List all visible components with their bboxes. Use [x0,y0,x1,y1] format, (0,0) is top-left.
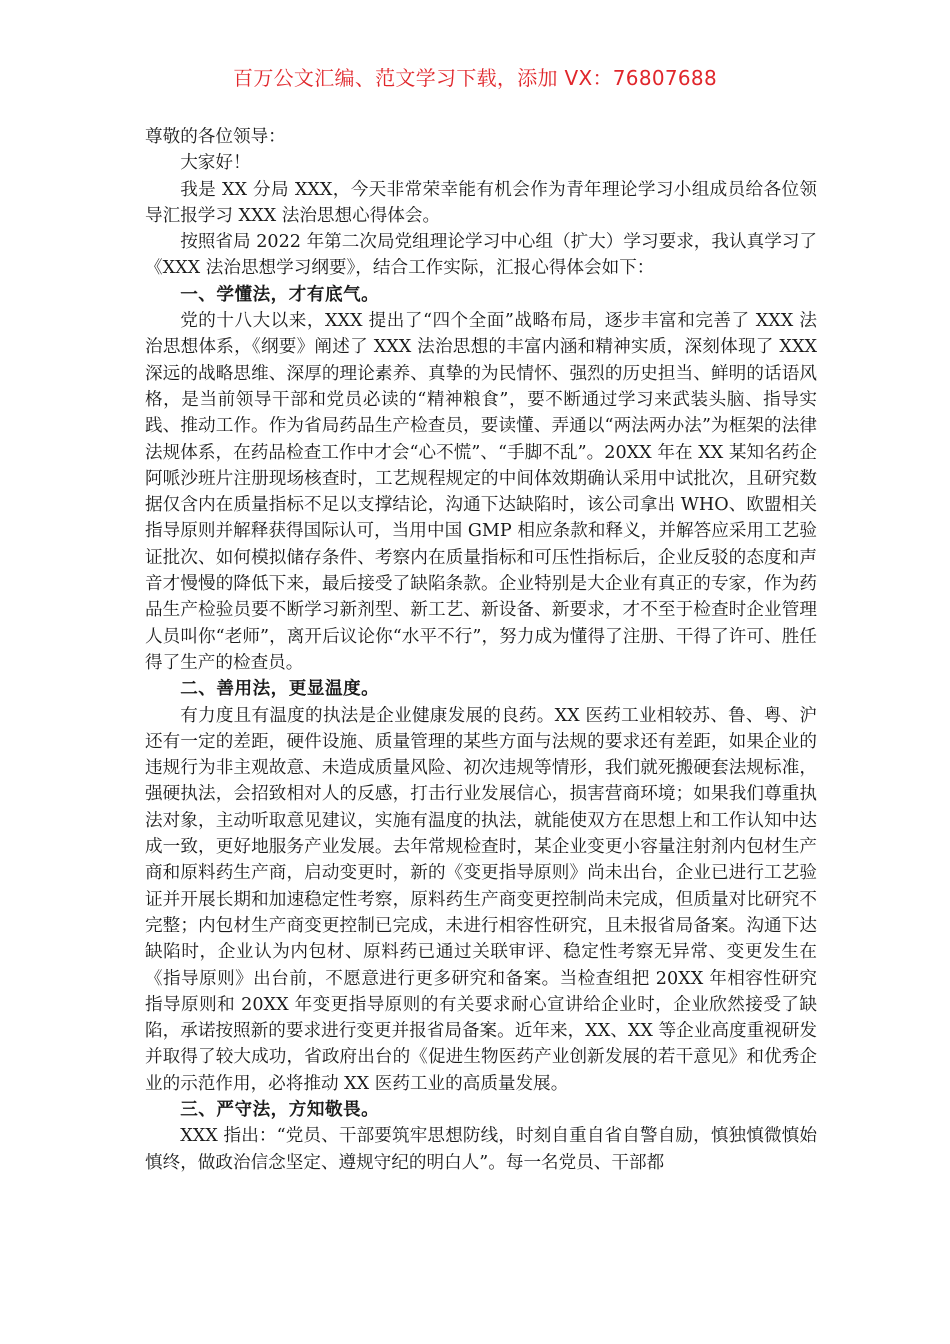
context-paragraph: 按照省局 2022 年第二次局党组理论学习中心组（扩大）学习要求，我认真学习了《XXX 法治思想学习纲要》，结合工作实际，汇报心得体会如下： [145,232,817,279]
greeting: 大家好！ [180,153,251,174]
section-3-paragraph: XXX 指出：“党员、干部要筑牢思想防线，时刻自重自省自警自励，慎独慎微慎始慎终，做政治信念坚定、遵规守纪的明白人”。每一名党员、干部都 [145,1126,817,1173]
section-2-paragraph: 有力度且有温度的执法是企业健康发展的良药。XX 医药工业相较苏、鲁、粤、沪还有一定的差距，硬件设施、质量管理的某些方面与法规的要求还有差距，如果企业的违规行为非主观故意、未造成质量风险、初次违规等情形，我们就死搬硬套法规标准，强硬执法，会招致相对人的反感，打击行业发展信心，损害营商环境；如果我们尊重执法对象，主动听取意见建议，实施有温度的执法，就能使双方在思想上和工作认知中达成一致，更好地服务产业发展。去年常规检查时，某企业变更小容量注射剂内包材生产商和原料药生产商，启动变更时，新的《变更指导原则》尚未出台，企业已进行工艺验证并开展长期和加速稳定性考察，原料药生产商变更控制尚未完成，但质量对比研究不完整；内包材生产商变更控制已完成，未进行相容性研究，且未报省局备案。沟通下达缺陷时，企业认为内包材、原料药已通过关联审评、稳定性考察无异常、变更发生在《指导原则》出台前，不愿意进行更多研究和备案。当检查组把 20XX 年相容性研究指导原则和 20XX 年变更指导原则的有关要求耐心宣讲给企业时，企业欣然接受了缺陷，承诺按照新的要求进行变更并报省局备案。近年来，XX、XX 等企业高度重视研发并取得了较大成功，省政府出台的《促进生物医药产业创新发展的若干意见》和优秀企业的示范作用，必将推动 XX 医药工业的高质量发展。 [145,705,817,1094]
salutation: 尊敬的各位领导： [145,127,286,147]
section-2-heading: 二、善用法，更显温度。 [180,678,380,700]
watermark-banner: 百万公文汇编、范文学习下载，添加 VX：76807688 [233,66,717,90]
intro-paragraph: 我是 XX 分局 XXX，今天非常荣幸能有机会作为青年理论学习小组成员给各位领导汇报学习 XXX 法治思想心得体会。 [145,179,817,226]
section-3-heading: 三、严守法，方知敬畏。 [180,1098,380,1120]
speech-body [145,124,817,1176]
section-1-paragraph: 党的十八大以来，XXX 提出了“四个全面”战略布局，逐步丰富和完善了 XXX 法治思想体系，《纲要》阐述了 XXX 法治思想的丰富内涵和精神实质，深刻体现了 XXX 深远的战略思维、深厚的理论素养、真挚的为民情怀、强烈的历史担当、鲜明的话语风格，是当前领导干部和党员必读的“精神粮食”，要不断通过学习来武装头脑、指导实践、推动工作。作为省局药品生产检查员，要读懂、弄通以“两法两办法”为框架的法律法规体系，在药品检查工作中才会“心不慌”、“手脚不乱”。20XX 年在 XX 某知名药企阿哌沙班片注册现场核查时，工艺规程规定的中间体效期确认采用中试批次，且研究数据仅含内在质量指标不足以支撑结论，沟通下达缺陷时，该公司拿出 WHO、欧盟相关指导原则并解释获得国际认可，当用中国 GMP 相应条款和释义，并解答应采用工艺验证批次、如何模拟储存条件、考察内在质量指标和可压性指标后，企业反驳的态度和声音才慢慢的降低下来，最后接受了缺陷条款。企业特别是大企业有真正的专家，作为药品生产检验员要不断学习新剂型、新工艺、新设备、新要求，才不至于检查时企业管理人员叫你“老师”，离开后议论你“水平不行”，努力成为懂得了注册、干得了许可、胜任得了生产的检查员。 [145,311,817,673]
section-1-heading: 一、学懂法，才有底气。 [180,283,380,305]
